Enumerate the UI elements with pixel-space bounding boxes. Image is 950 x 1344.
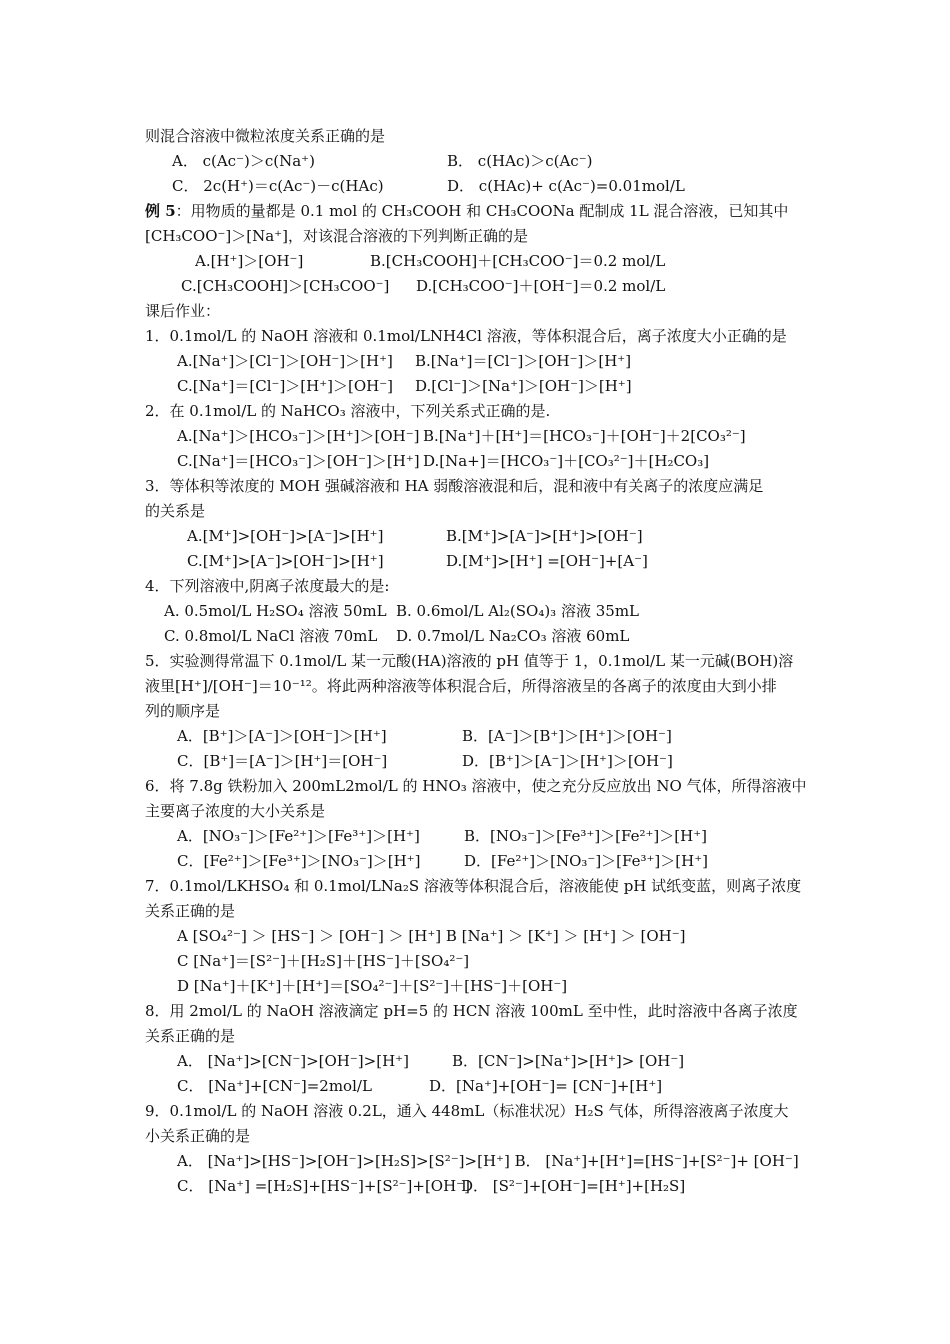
line-text: A． [Na⁺]>[HS⁻]>[OH⁻]>[H₂S]>[S²⁻]>[H⁺] B． [Na⁺]+[H⁺]=[HS⁻]+[S²⁻]+ [OH⁻] <box>177 1152 799 1170</box>
line-text: A．[NO₃⁻]＞[Fe²⁺]＞[Fe³⁺]＞[H⁺] <box>177 827 420 845</box>
text-line <box>177 451 710 471</box>
line-text: C.[Na⁺]＝[Cl⁻]＞[H⁺]＞[OH⁻] <box>177 377 393 395</box>
line-text: A.[M⁺]>[OH⁻]>[A⁻]>[H⁺] <box>187 527 384 545</box>
text-line <box>177 976 567 996</box>
text-line <box>145 401 550 421</box>
line-text: C [Na⁺]＝[S²⁻]＋[H₂S]＋[HS⁻]＋[SO₄²⁻] <box>177 952 470 970</box>
option-text: B. 0.6mol/L Al₂(SO₄)₃ 溶液 35mL <box>396 602 640 620</box>
text-line <box>177 726 672 746</box>
text-line <box>177 751 673 771</box>
line-text: 3．等体积等浓度的 MOH 强碱溶液和 HA 弱酸溶液混和后，混和液中有关离子的浓度应满足 <box>145 477 764 495</box>
text-line <box>177 376 632 396</box>
option-text: B．[A⁻]＞[B⁺]＞[H⁺]＞[OH⁻] <box>462 727 672 745</box>
text-line <box>145 476 763 496</box>
text-line <box>177 851 708 871</box>
line-text: A [SO₄²⁻] ＞ [HS⁻] ＞ [OH⁻] ＞ [H⁺] B [Na⁺] ＞ [K⁺] ＞ [H⁺] ＞ [OH⁻] <box>177 927 686 945</box>
option-text: D．[Na⁺]+[OH⁻]= [CN⁻]+[H⁺] <box>429 1077 663 1095</box>
line-text: 9．0.1mol/L 的 NaOH 溶液 0.2L，通入 448mL（标准状况）H₂S 气体，所得溶液离子浓度大 <box>145 1102 789 1120</box>
text-line <box>145 801 325 821</box>
line-text: 1．0.1mol/L 的 NaOH 溶液和 0.1mol/LNH4Cl 溶液，等体积混合后，离子浓度大小正确的是 <box>145 327 787 345</box>
text-line <box>164 601 640 621</box>
text-line <box>145 1101 789 1121</box>
line-text: C.[M⁺]>[A⁻]>[OH⁻]>[H⁺] <box>187 552 384 570</box>
option-text: D．[B⁺]＞[A⁻]＞[H⁺]＞[OH⁻] <box>462 752 673 770</box>
text-line <box>177 1176 686 1196</box>
line-text: A. 0.5mol/L H₂SO₄ 溶液 50mL <box>164 602 387 620</box>
text-line <box>145 676 777 696</box>
line-text: A.[H⁺]＞[OH⁻] <box>195 252 304 270</box>
option-text: D.[Na+]＝[HCO₃⁻]＋[CO₃²⁻]＋[H₂CO₃] <box>423 452 710 470</box>
option-text: B.[CH₃COOH]＋[CH₃COO⁻]＝0.2 mol/L <box>370 252 666 270</box>
text-line <box>145 651 793 671</box>
line-text: 6．将 7.8g 铁粉加入 200mL2mol/L 的 HNO₃ 溶液中，使之充分反应放出 NO 气体，所得溶液中 <box>145 777 807 795</box>
text-line <box>187 551 648 571</box>
text-line <box>181 276 666 296</box>
line-text: C． [Na⁺]+[CN⁻]=2mol/L <box>177 1077 372 1095</box>
option-text: D.[Cl⁻]＞[Na⁺]＞[OH⁻]＞[H⁺] <box>415 377 632 395</box>
option-text: D． c(HAc)+ c(Ac⁻)=0.01mol/L <box>447 177 685 195</box>
text-line <box>177 951 469 971</box>
line-text: 关系正确的是 <box>145 1027 236 1045</box>
text-line <box>145 576 389 596</box>
option-text: D.[CH₃COO⁻]＋[OH⁻]＝0.2 mol/L <box>416 277 666 295</box>
text-line <box>177 1151 799 1171</box>
text-line <box>195 251 666 271</box>
line-text: C.[CH₃COOH]＞[CH₃COO⁻] <box>181 277 390 295</box>
line-text: C．[B⁺]＝[A⁻]＞[H⁺]＝[OH⁻] <box>177 752 388 770</box>
text-line <box>145 126 385 146</box>
line-text: C.[Na⁺]＝[HCO₃⁻]＞[OH⁻]＞[H⁺] <box>177 452 420 470</box>
text-line <box>145 776 807 796</box>
line-text: C． 2c(H⁺)＝c(Ac⁻)－c(HAc) <box>172 177 384 195</box>
text-line <box>187 526 643 546</box>
text-line <box>172 151 593 171</box>
line-text: C. 0.8mol/L NaCl 溶液 70mL <box>164 627 378 645</box>
text-line <box>177 926 686 946</box>
line-text: 主要离子浓度的大小关系是 <box>145 802 326 820</box>
line-text: 5．实验测得常温下 0.1mol/L 某一元酸(HA)溶液的 pH 值等于 1，0.1mol/L 某一元碱(BOH)溶 <box>145 652 794 670</box>
text-line <box>177 826 707 846</box>
text-line <box>177 426 746 446</box>
line-text: A.[Na⁺]＞[Cl⁻]＞[OH⁻]＞[H⁺] <box>177 352 393 370</box>
option-text: B.[M⁺]>[A⁻]>[H⁺]>[OH⁻] <box>446 527 643 545</box>
line-text: 则混合溶液中微粒浓度关系正确的是 <box>145 127 386 145</box>
line-text: 关系正确的是 <box>145 902 236 920</box>
text-line <box>145 326 787 346</box>
text-line <box>177 1051 685 1071</box>
text-line <box>145 1026 235 1046</box>
option-text: D.[M⁺]>[H⁺] =[OH⁻]+[A⁻] <box>446 552 648 570</box>
line-text: C． [Na⁺] =[H₂S]+[HS⁻]+[S²⁻]+[OH⁻] <box>177 1177 470 1195</box>
option-text: D．[Fe²⁺]＞[NO₃⁻]＞[Fe³⁺]＞[H⁺] <box>464 852 708 870</box>
line-text: A． c(Ac⁻)＞c(Na⁺) <box>172 152 315 170</box>
line-text: A． [Na⁺]>[CN⁻]>[OH⁻]>[H⁺] <box>177 1052 409 1070</box>
line-text: 8．用 2mol/L 的 NaOH 溶液滴定 pH=5 的 HCN 溶液 100mL 至中性，此时溶液中各离子浓度 <box>145 1002 798 1020</box>
text-line <box>145 1001 798 1021</box>
line-text: [CH₃COO⁻]＞[Na⁺]，对该混合溶液的下列判断正确的是 <box>145 227 528 245</box>
text-line <box>145 226 528 246</box>
line-text: ：用物质的量都是 0.1 mol 的 CH₃COOH 和 CH₃COONa 配制成 1L 混合溶液，已知其中 <box>175 202 789 220</box>
line-text: 课后作业： <box>145 302 221 320</box>
text-line <box>145 201 788 221</box>
option-text: B.[Na⁺]＝[Cl⁻]＞[OH⁻]＞[H⁺] <box>415 352 632 370</box>
text-line <box>145 901 235 921</box>
text-line <box>172 176 685 196</box>
text-line <box>145 701 220 721</box>
line-text: A.[Na⁺]＞[HCO₃⁻]＞[H⁺]＞[OH⁻] <box>177 427 420 445</box>
option-text: D． [S²⁻]+[OH⁻]=[H⁺]+[H₂S] <box>461 1177 686 1195</box>
line-text: 列的顺序是 <box>145 702 221 720</box>
line-text: 液里[H⁺]/[OH⁻]＝10⁻¹²。将此两种溶液等体积混合后，所得溶液呈的各离子的浓度由大到小排 <box>145 677 777 695</box>
line-text: 小关系正确的是 <box>145 1127 251 1145</box>
text-line <box>145 501 205 521</box>
line-text: A．[B⁺]＞[A⁻]＞[OH⁻]＞[H⁺] <box>177 727 387 745</box>
option-text: B．[CN⁻]>[Na⁺]>[H⁺]> [OH⁻] <box>452 1052 685 1070</box>
text-line <box>145 1126 250 1146</box>
text-line <box>177 1076 663 1096</box>
text-line <box>145 876 801 896</box>
line-text: 7．0.1mol/LKHSO₄ 和 0.1mol/LNa₂S 溶液等体积混合后，溶液能使 pH 试纸变蓝，则离子浓度 <box>145 877 802 895</box>
line-text: 2．在 0.1mol/L 的 NaHCO₃ 溶液中，下列关系式正确的是. <box>145 402 551 420</box>
line-text: 的关系是 <box>145 502 206 520</box>
option-text: D. 0.7mol/L Na₂CO₃ 溶液 60mL <box>396 627 630 645</box>
option-text: B．[NO₃⁻]＞[Fe³⁺]＞[Fe²⁺]＞[H⁺] <box>464 827 707 845</box>
option-text: B． c(HAc)＞c(Ac⁻) <box>447 152 593 170</box>
text-line <box>177 351 632 371</box>
option-text: B.[Na⁺]＋[H⁺]＝[HCO₃⁻]＋[OH⁻]＋2[CO₃²⁻] <box>423 427 746 445</box>
line-text: D [Na⁺]＋[K⁺]＋[H⁺]＝[SO₄²⁻]＋[S²⁻]＋[HS⁻]＋[OH⁻] <box>177 977 568 995</box>
line-text: C．[Fe²⁺]＞[Fe³⁺]＞[NO₃⁻]＞[H⁺] <box>177 852 421 870</box>
text-line <box>164 626 630 646</box>
line-text: 4．下列溶液中,阴离子浓度最大的是: <box>145 577 390 595</box>
text-line <box>145 301 220 321</box>
example-label: 例 5 <box>145 202 176 220</box>
